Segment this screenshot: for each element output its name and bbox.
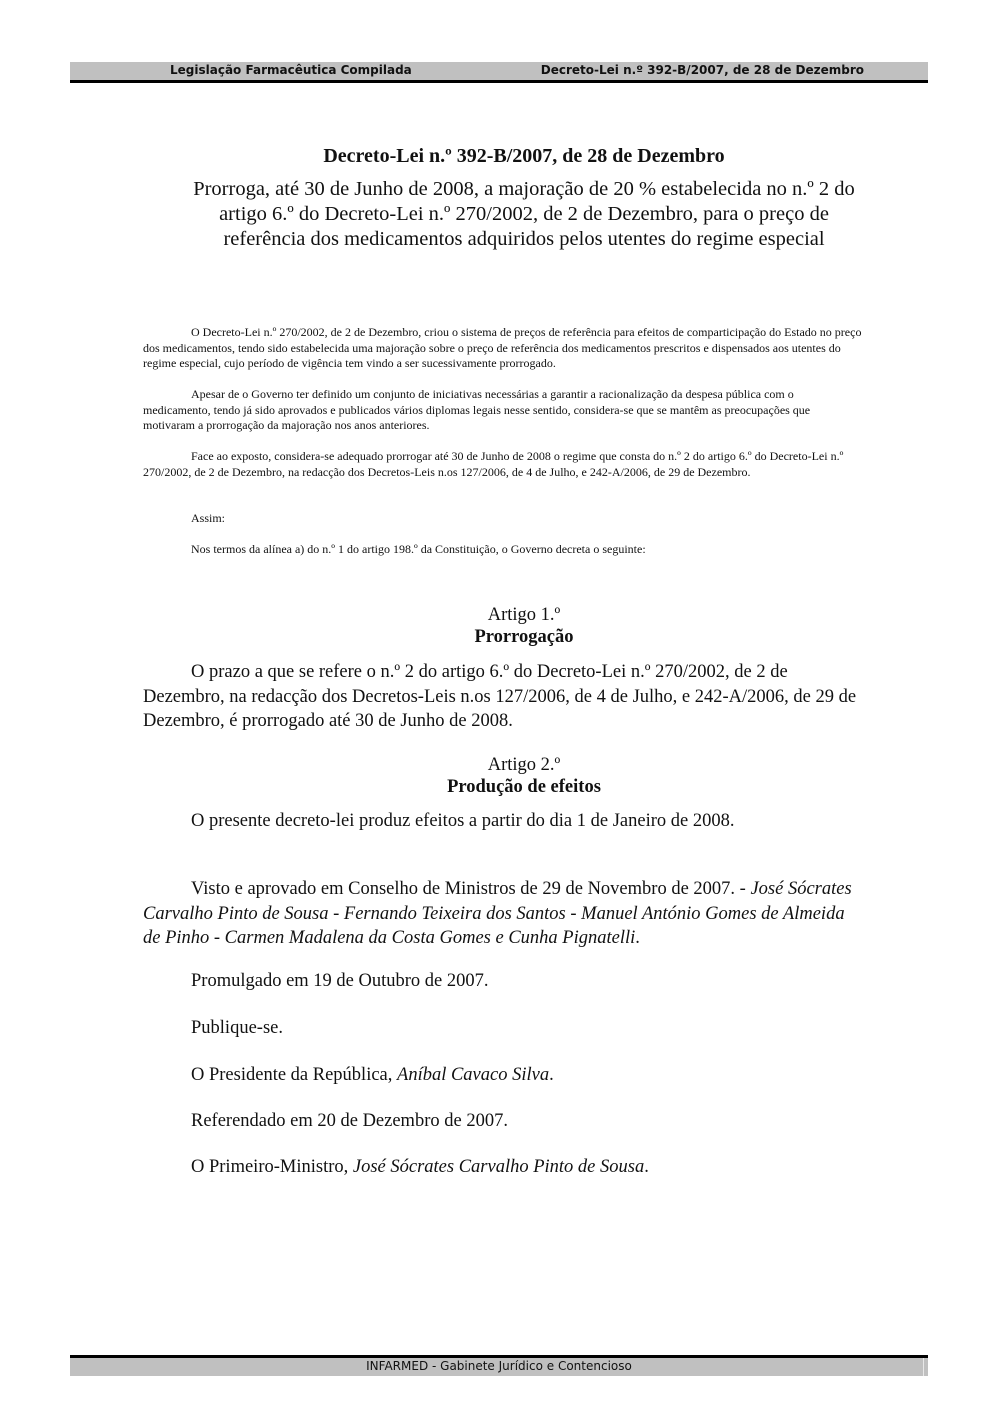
header-collection-title: Legislação Farmacêutica Compilada xyxy=(170,63,412,77)
referenced-line: Referendado em 20 de Dezembro de 2007. xyxy=(191,1111,508,1131)
article-2-number: Artigo 2.º xyxy=(487,755,561,775)
president-label: O Presidente da República, xyxy=(191,1065,398,1085)
preamble-paragraph-3 xyxy=(143,449,863,480)
approval-paragraph xyxy=(143,877,863,951)
preamble-text: Face ao exposto, considera-se adequado prorrogar até 30 de Junho de 2008 o regime que consta do n.º 2 do artigo 6.º do Decreto-Lei n.º 270/2002, de 2 de Dezembro, na redacção dos Decretos-Leis n.os 127/2006, de 4 de Julho, e 242-A/2006, de 29 de Dezembro. xyxy=(143,449,844,479)
article-1-text: O prazo a que se refere o n.º 2 do artigo 6.º do Decreto-Lei n.º 270/2002, de 2 de Dezembro, na redacção dos Decretos-Leis n.os 127/2006, de 4 de Julho, e 242-A/2006, de 29 de Dezembro, é prorrogado até 30 de Junho de 2008. xyxy=(143,662,857,731)
president-end: . xyxy=(549,1065,554,1085)
president-name: Aníbal Cavaco Silva xyxy=(397,1065,550,1085)
signatories: José Sócrates Carvalho Pinto de Sousa - Fernando Teixeira dos Santos - Manuel António Gomes de Almeida de Pinho - Carmen Madalena da Costa Gomes e Cunha Pignatelli xyxy=(143,879,852,948)
preamble-paragraph-5 xyxy=(143,542,863,558)
page-header xyxy=(70,62,928,83)
article-2-heading: Produção de efeitos xyxy=(447,777,601,797)
approval-end: . xyxy=(635,928,640,948)
footer-edge-divider xyxy=(923,1358,924,1376)
article-1-header xyxy=(140,604,908,648)
president-line xyxy=(191,1065,554,1086)
document-title: Decreto-Lei n.º 392-B/2007, de 28 de Dezembro xyxy=(323,145,725,167)
publish-line: Publique-se. xyxy=(191,1018,283,1038)
pm-label: O Primeiro-Ministro, xyxy=(191,1157,353,1177)
prime-minister-line xyxy=(191,1157,649,1178)
promulgated-line: Promulgado em 19 de Outubro de 2007. xyxy=(191,971,489,991)
pm-name: José Sócrates Carvalho Pinto de Sousa xyxy=(352,1157,645,1177)
article-2-text: O presente decreto-lei produz efeitos a partir do dia 1 de Janeiro de 2008. xyxy=(191,811,735,831)
approval-text: Visto e aprovado em Conselho de Ministros de 29 de Novembro de 2007. - xyxy=(191,879,751,899)
article-2-header xyxy=(140,754,908,798)
pm-end: . xyxy=(644,1157,649,1177)
header-document-ref: Decreto-Lei n.º 392-B/2007, de 28 de Dezembro xyxy=(540,63,864,77)
preamble-text: Nos termos da alínea a) do n.º 1 do artigo 198.º da Constituição, o Governo decreta o seguinte: xyxy=(191,542,646,556)
page-footer xyxy=(70,1355,928,1376)
article-1-heading: Prorrogação xyxy=(474,627,574,647)
document-subtitle: Prorroga, até 30 de Junho de 2008, a majoração de 20 % estabelecida no n.º 2 do artigo 6.º do Decreto-Lei n.º 270/2002, de 2 de Dezembro, para o preço de referência dos medicamentos adquiridos pelos utentes do regime especial xyxy=(193,178,855,250)
footer-text: INFARMED - Gabinete Jurídico e Contencioso xyxy=(366,1359,632,1373)
article-1-number: Artigo 1.º xyxy=(487,605,561,625)
preamble-text: Assim: xyxy=(191,511,226,525)
preamble-text: O Decreto-Lei n.º 270/2002, de 2 de Dezembro, criou o sistema de preços de referência para efeitos de comparticipação do Estado no preço dos medicamentos, tendo sido estabelecida uma majoração sobre o preço de referência dos medicamentos prescritos e dispensados aos utentes do regime especial, cujo período de vigência tem vindo a ser sucessivamente prorrogado. xyxy=(143,325,862,370)
preamble-text: Apesar de o Governo ter definido um conjunto de iniciativas necessárias a garantir a racionalização da despesa pública com o medicamento, tendo já sido aprovados e publicados vários diplomas legais nesse sentido, considera-se que se mantêm as preocupações que motivaram a prorrogação da majoração nos anos anteriores. xyxy=(143,387,811,432)
preamble-paragraph-2 xyxy=(143,387,863,434)
preamble-paragraph-1 xyxy=(143,325,863,372)
preamble-paragraph-4 xyxy=(143,511,863,527)
